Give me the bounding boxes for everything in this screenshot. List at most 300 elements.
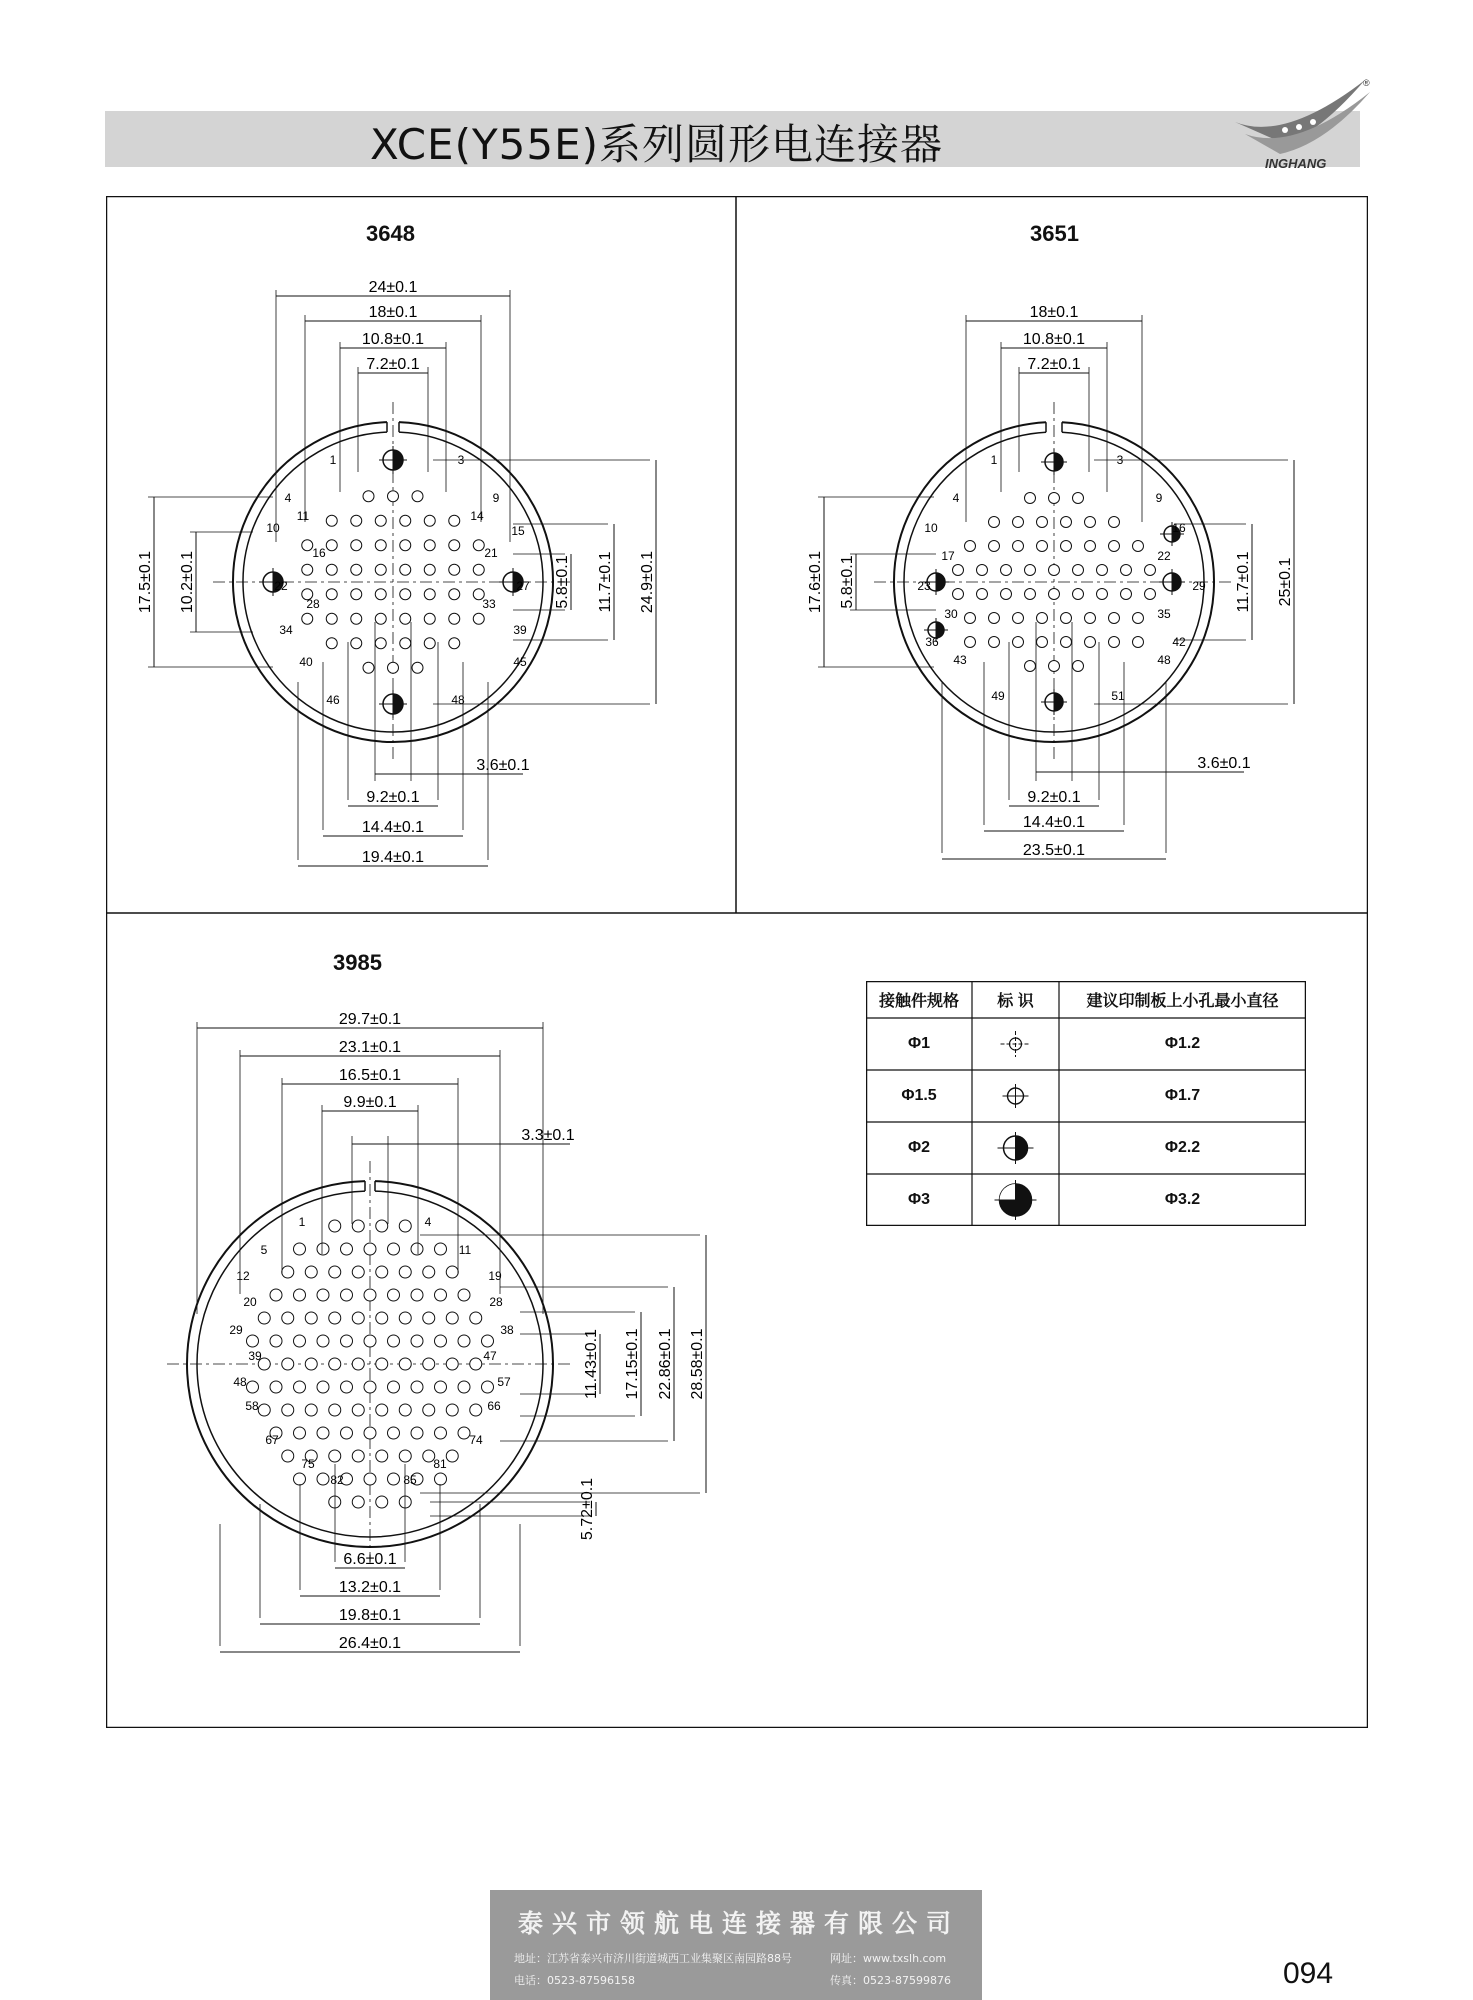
contact-small-icon [424,613,435,624]
contact-small-icon [270,1289,282,1301]
pin-number-label: 3 [457,453,465,467]
pin-number-label: 30 [944,607,958,621]
dimension-label: 6.6±0.1 [343,1551,397,1568]
contact-small-icon [435,1427,447,1439]
dimension-label: 7.2±0.1 [366,356,420,373]
footer-address: 地址：江苏省泰兴市济川街道城西工业集聚区南园路88号 [514,1952,792,1965]
contact-small-icon [1073,589,1084,600]
registered-mark-icon: ® [1363,78,1370,88]
contact-small-icon [364,1289,376,1301]
pin-number-label: 67 [265,1433,279,1447]
dimension-label: 9.2±0.1 [1027,789,1081,806]
contact-small-icon [989,637,1000,648]
contact-small-icon [305,1312,317,1324]
pin-number-label: 57 [497,1375,511,1389]
contact-small-icon [1025,565,1036,576]
contact-small-icon [351,589,362,600]
contact-small-icon [1049,661,1060,672]
pin-number-label: 10 [266,521,280,535]
contact-small-icon [399,1358,411,1370]
contact-small-icon [953,589,964,600]
contact-small-icon [329,1266,341,1278]
pin-number-label: 38 [500,1323,514,1337]
contact-small-icon [351,515,362,526]
contact-small-icon [400,638,411,649]
contact-small-icon [363,662,374,673]
dimension-label: 3.6±0.1 [476,757,530,774]
contact-small-icon [317,1473,329,1485]
dimension-label: 28.58±0.1 [689,1328,706,1400]
contact-small-icon [1109,517,1120,528]
contact-small-icon [399,1266,411,1278]
contact-small-icon [435,1381,447,1393]
contact-small-icon [412,491,423,502]
contact-small-icon [1133,613,1144,624]
contact-small-icon [435,1335,447,1347]
contact-small-icon [470,1312,482,1324]
dimension-label: 14.4±0.1 [361,819,425,836]
contact-small-icon [399,1312,411,1324]
table-row-spec: Φ1 [907,1035,931,1052]
contact-small-icon [270,1381,282,1393]
table-row-hole: Φ1.2 [1164,1035,1201,1052]
contact-legend-table [866,981,1306,1226]
brand-logo [1225,72,1375,172]
contact-small-icon [1049,493,1060,504]
contact-small-icon [482,1381,494,1393]
contact-small-icon [399,1220,411,1232]
logo-text: INGHANG [1265,156,1327,171]
panel-title-3651: 3651 [1030,221,1079,246]
contact-small-icon [449,613,460,624]
contact-small-icon [400,515,411,526]
pin-number-label: 51 [1111,689,1125,703]
contact-small-icon [977,589,988,600]
contact-small-icon [1049,565,1060,576]
dimension-label: 3.6±0.1 [1197,755,1251,772]
pin-number-label: 43 [953,653,967,667]
table-row-spec: Φ2 [907,1139,931,1156]
contact-small-icon [388,1381,400,1393]
pin-number-label: 11 [296,509,310,523]
contact-small-icon [317,1289,329,1301]
dimension-label: 29.7±0.1 [338,1011,402,1028]
contact-small-icon [376,1358,388,1370]
contact-small-icon [1085,613,1096,624]
contact-small-icon [423,1312,435,1324]
contact-small-icon [411,1243,423,1255]
dimension-label: 19.8±0.1 [338,1607,402,1624]
contact-small-icon [1109,613,1120,624]
contact-small-icon [364,1381,376,1393]
contact-small-icon [1109,541,1120,552]
contact-small-icon [326,638,337,649]
contact-small-icon [341,1427,353,1439]
contact-small-icon [423,1266,435,1278]
contact-small-icon [989,517,1000,528]
pin-number-label: 48 [451,693,465,707]
pin-xlarge-quarter-icon [995,1180,1037,1220]
contact-small-icon [388,1335,400,1347]
contact-small-icon [399,1450,411,1462]
contact-small-icon [1085,541,1096,552]
pin-number-label: 14 [470,509,484,523]
contact-small-icon [424,540,435,551]
pin-number-label: 17 [941,549,955,563]
contact-small-icon [1061,541,1072,552]
contact-small-icon [446,1404,458,1416]
pin-large-half-icon [998,1132,1034,1164]
contact-small-icon [1097,589,1108,600]
footer-banner [490,1890,982,2000]
pin-number-label: 11 [458,1243,472,1257]
contact-small-icon [1061,517,1072,528]
dimension-label: 3.3±0.1 [521,1127,575,1144]
page-title: XCE(Y55E)系列圆形电连接器 [370,120,943,169]
contact-small-icon [1121,589,1132,600]
table-row-hole: Φ1.7 [1164,1087,1201,1104]
pin-number-label: 27 [516,579,530,593]
dimension-label: 19.4±0.1 [361,849,425,866]
contact-small-icon [352,1312,364,1324]
dimension-label: 7.2±0.1 [1027,356,1081,373]
pin-number-label: 10 [924,521,938,535]
contact-small-icon [458,1335,470,1347]
contact-small-icon [965,637,976,648]
contact-small-icon [1061,637,1072,648]
pin-number-label: 29 [1192,579,1206,593]
table-header-symbol: 标 识 [997,993,1034,1010]
dimension-label: 23.5±0.1 [1022,842,1086,859]
contact-small-icon [351,613,362,624]
contact-small-icon [351,564,362,575]
contact-small-icon [302,613,313,624]
contact-small-icon [458,1427,470,1439]
contact-small-icon [400,589,411,600]
pin-number-label: 81 [433,1457,447,1471]
contact-small-icon [424,589,435,600]
contact-small-icon [412,662,423,673]
contact-small-icon [282,1358,294,1370]
contact-small-icon [302,564,313,575]
contact-small-icon [270,1335,282,1347]
dimension-label: 16.5±0.1 [338,1067,402,1084]
contact-small-icon [473,564,484,575]
contact-small-icon [376,1404,388,1416]
contact-small-icon [305,1404,317,1416]
contact-small-icon [351,638,362,649]
contact-small-icon [1121,565,1132,576]
contact-small-icon [317,1243,329,1255]
contact-small-icon [1037,613,1048,624]
pin-number-label: 16 [1172,521,1186,535]
pin-number-label: 23 [917,579,931,593]
contact-small-icon [376,1266,388,1278]
drawing-frame [106,196,1368,1728]
pin-number-label: 28 [489,1295,503,1309]
contact-small-icon [364,1243,376,1255]
contact-small-icon [341,1289,353,1301]
table-row-spec: Φ3 [907,1191,931,1208]
connector-3648-drawing [137,279,656,866]
contact-small-icon [1133,541,1144,552]
contact-small-icon [375,564,386,575]
contact-small-icon [247,1381,259,1393]
contact-small-icon [435,1289,447,1301]
pin-number-label: 3 [1116,453,1124,467]
contact-small-icon [317,1427,329,1439]
pin-number-label: 1 [329,453,337,467]
pin-number-label: 34 [279,623,293,637]
pin-number-label: 46 [326,693,340,707]
dimension-label: 24±0.1 [368,279,418,296]
contact-small-icon [388,1473,400,1485]
table-header-hole: 建议印制板上小孔最小直径 [1086,993,1279,1010]
pin-number-label: 12 [236,1269,250,1283]
contact-small-icon [305,1266,317,1278]
pin-number-label: 49 [991,689,1005,703]
contact-small-icon [326,564,337,575]
contact-small-icon [326,515,337,526]
contact-small-icon [326,540,337,551]
contact-small-icon [294,1243,306,1255]
footer-phone: 电话：0523-87596158 [514,1974,635,1987]
contact-small-icon [294,1381,306,1393]
contact-small-icon [449,540,460,551]
contact-small-icon [424,515,435,526]
pin-number-label: 1 [298,1215,306,1229]
contact-small-icon [317,1381,329,1393]
pin-number-label: 22 [274,579,288,593]
dimension-label: 10.8±0.1 [361,331,425,348]
contact-small-icon [388,1427,400,1439]
contact-small-icon [352,1266,364,1278]
contact-small-icon [449,638,460,649]
contact-small-icon [458,1289,470,1301]
contact-small-icon [294,1427,306,1439]
contact-small-icon [1037,517,1048,528]
contact-small-icon [326,589,337,600]
pin-number-label: 21 [484,546,498,560]
contact-small-icon [376,1312,388,1324]
page-number: 094 [1283,1957,1334,1990]
contact-small-icon [302,540,313,551]
contact-small-icon [326,613,337,624]
footer-company: 泰兴市领航电连接器有限公司 [518,1909,961,1938]
contact-small-icon [1001,589,1012,600]
contact-small-icon [446,1450,458,1462]
contact-small-icon [423,1358,435,1370]
contact-small-icon [400,613,411,624]
footer-fax: 传真：0523-87599876 [830,1974,951,1987]
dimension-label: 11.7±0.1 [597,551,614,613]
contact-small-icon [435,1473,447,1485]
contact-large-icon [379,446,407,474]
contact-small-icon [351,540,362,551]
contact-small-icon [435,1243,447,1255]
pin-number-label: 9 [1155,491,1163,505]
pin-number-label: 48 [233,1375,247,1389]
contact-small-icon [375,638,386,649]
contact-small-icon [473,540,484,551]
contact-small-icon [1061,613,1072,624]
pin-number-label: 4 [284,491,292,505]
table-row-hole: Φ2.2 [1164,1139,1201,1156]
table-header-spec: 接触件规格 [878,993,959,1010]
contact-small-icon [388,1243,400,1255]
contact-small-icon [1013,613,1024,624]
dimension-label: 18±0.1 [1029,304,1079,321]
pin-number-label: 66 [487,1399,501,1413]
pin-number-label: 5 [260,1243,268,1257]
dimension-label: 26.4±0.1 [338,1635,402,1652]
contact-small-icon [1085,517,1096,528]
dimension-label: 10.8±0.1 [1022,331,1086,348]
contact-small-icon [375,589,386,600]
contact-small-icon [282,1312,294,1324]
contact-small-icon [424,564,435,575]
contact-small-icon [977,565,988,576]
contact-small-icon [364,1335,376,1347]
dimension-label: 9.2±0.1 [366,789,420,806]
pin-number-label: 75 [301,1457,315,1471]
contact-small-icon [1037,637,1048,648]
pin-number-label: 39 [248,1349,262,1363]
contact-small-icon [341,1381,353,1393]
contact-small-icon [352,1220,364,1232]
pin-number-label: 4 [952,491,960,505]
contact-small-icon [423,1404,435,1416]
pin-number-label: 19 [488,1269,502,1283]
contact-small-icon [376,1450,388,1462]
contact-small-icon [1013,541,1024,552]
pin-number-label: 28 [306,597,320,611]
panel-title-3648: 3648 [366,221,415,246]
pin-number-label: 58 [245,1399,259,1413]
dimension-label: 5.8±0.1 [554,555,571,609]
contact-small-icon [411,1335,423,1347]
pin-number-label: 42 [1172,635,1186,649]
contact-small-icon [352,1358,364,1370]
pin-number-label: 22 [1157,549,1171,563]
contact-small-icon [305,1358,317,1370]
contact-small-icon [1025,493,1036,504]
dimension-label: 13.2±0.1 [338,1579,402,1596]
contact-small-icon [294,1289,306,1301]
dimension-label: 5.8±0.1 [839,555,856,609]
dimension-label: 9.9±0.1 [343,1094,397,1111]
contact-small-icon [400,564,411,575]
pin-number-label: 39 [513,623,527,637]
contact-small-icon [1073,661,1084,672]
contact-small-icon [375,515,386,526]
pin-number-label: 4 [424,1215,432,1229]
contact-small-icon [294,1473,306,1485]
contact-small-icon [282,1266,294,1278]
contact-small-icon [989,541,1000,552]
contact-small-icon [376,1220,388,1232]
contact-small-icon [1085,637,1096,648]
dimension-label: 18±0.1 [368,304,418,321]
panel-title-3985: 3985 [333,950,382,975]
contact-small-icon [1109,637,1120,648]
contact-small-icon [449,515,460,526]
contact-large-icon [1159,569,1185,595]
contact-small-icon [1049,589,1060,600]
dimension-label: 17.5±0.1 [137,550,154,614]
connector-shell [167,1161,573,1567]
contact-small-icon [482,1335,494,1347]
contact-small-icon [1145,565,1156,576]
contact-small-icon [247,1335,259,1347]
contact-small-icon [352,1496,364,1508]
contact-small-icon [458,1381,470,1393]
contact-small-icon [329,1358,341,1370]
contact-small-icon [424,638,435,649]
contact-small-icon [399,1404,411,1416]
contact-small-icon [282,1404,294,1416]
contact-small-icon [1025,589,1036,600]
contact-small-icon [341,1243,353,1255]
pin-number-label: 82 [330,1473,344,1487]
contact-small-icon [953,565,964,576]
pin-number-label: 45 [513,655,527,669]
contact-small-icon [341,1335,353,1347]
contact-small-icon [411,1427,423,1439]
contact-small-icon [1013,637,1024,648]
contact-small-icon [446,1358,458,1370]
contact-small-icon [1013,517,1024,528]
pin-small-icon [1001,1031,1031,1057]
pin-number-label: 47 [483,1349,497,1363]
contact-small-icon [400,540,411,551]
contact-small-icon [965,613,976,624]
contact-small-icon [1001,565,1012,576]
contact-small-icon [449,589,460,600]
contact-small-icon [282,1450,294,1462]
dimension-label: 10.2±0.1 [179,550,196,614]
contact-small-icon [329,1450,341,1462]
pin-number-label: 35 [1157,607,1171,621]
contact-small-icon [388,1289,400,1301]
pin-number-label: 48 [1157,653,1171,667]
contact-small-icon [965,541,976,552]
pin-number-label: 36 [925,635,939,649]
footer-website: 网址：www.txslh.com [830,1952,947,1965]
contact-small-icon [317,1335,329,1347]
contact-large-icon [379,690,407,718]
dimension-label: 24.9±0.1 [639,550,656,614]
contact-small-icon [470,1404,482,1416]
dimension-label: 22.86±0.1 [657,1328,674,1400]
dimension-label: 23.1±0.1 [338,1039,402,1056]
dimension-label: 14.4±0.1 [1022,814,1086,831]
pin-number-label: 1 [990,453,998,467]
contact-small-icon [470,1358,482,1370]
contact-small-icon [411,1289,423,1301]
pin-number-label: 40 [299,655,313,669]
contact-small-icon [1025,661,1036,672]
pin-number-label: 16 [312,546,326,560]
dimension-label: 11.7±0.1 [1235,551,1252,613]
pin-number-label: 9 [492,491,500,505]
contact-small-icon [446,1266,458,1278]
connector-3651-drawing [807,304,1294,859]
contact-large-icon [1041,449,1067,475]
pin-number-label: 20 [243,1295,257,1309]
contact-small-icon [1145,589,1156,600]
contact-small-icon [473,613,484,624]
